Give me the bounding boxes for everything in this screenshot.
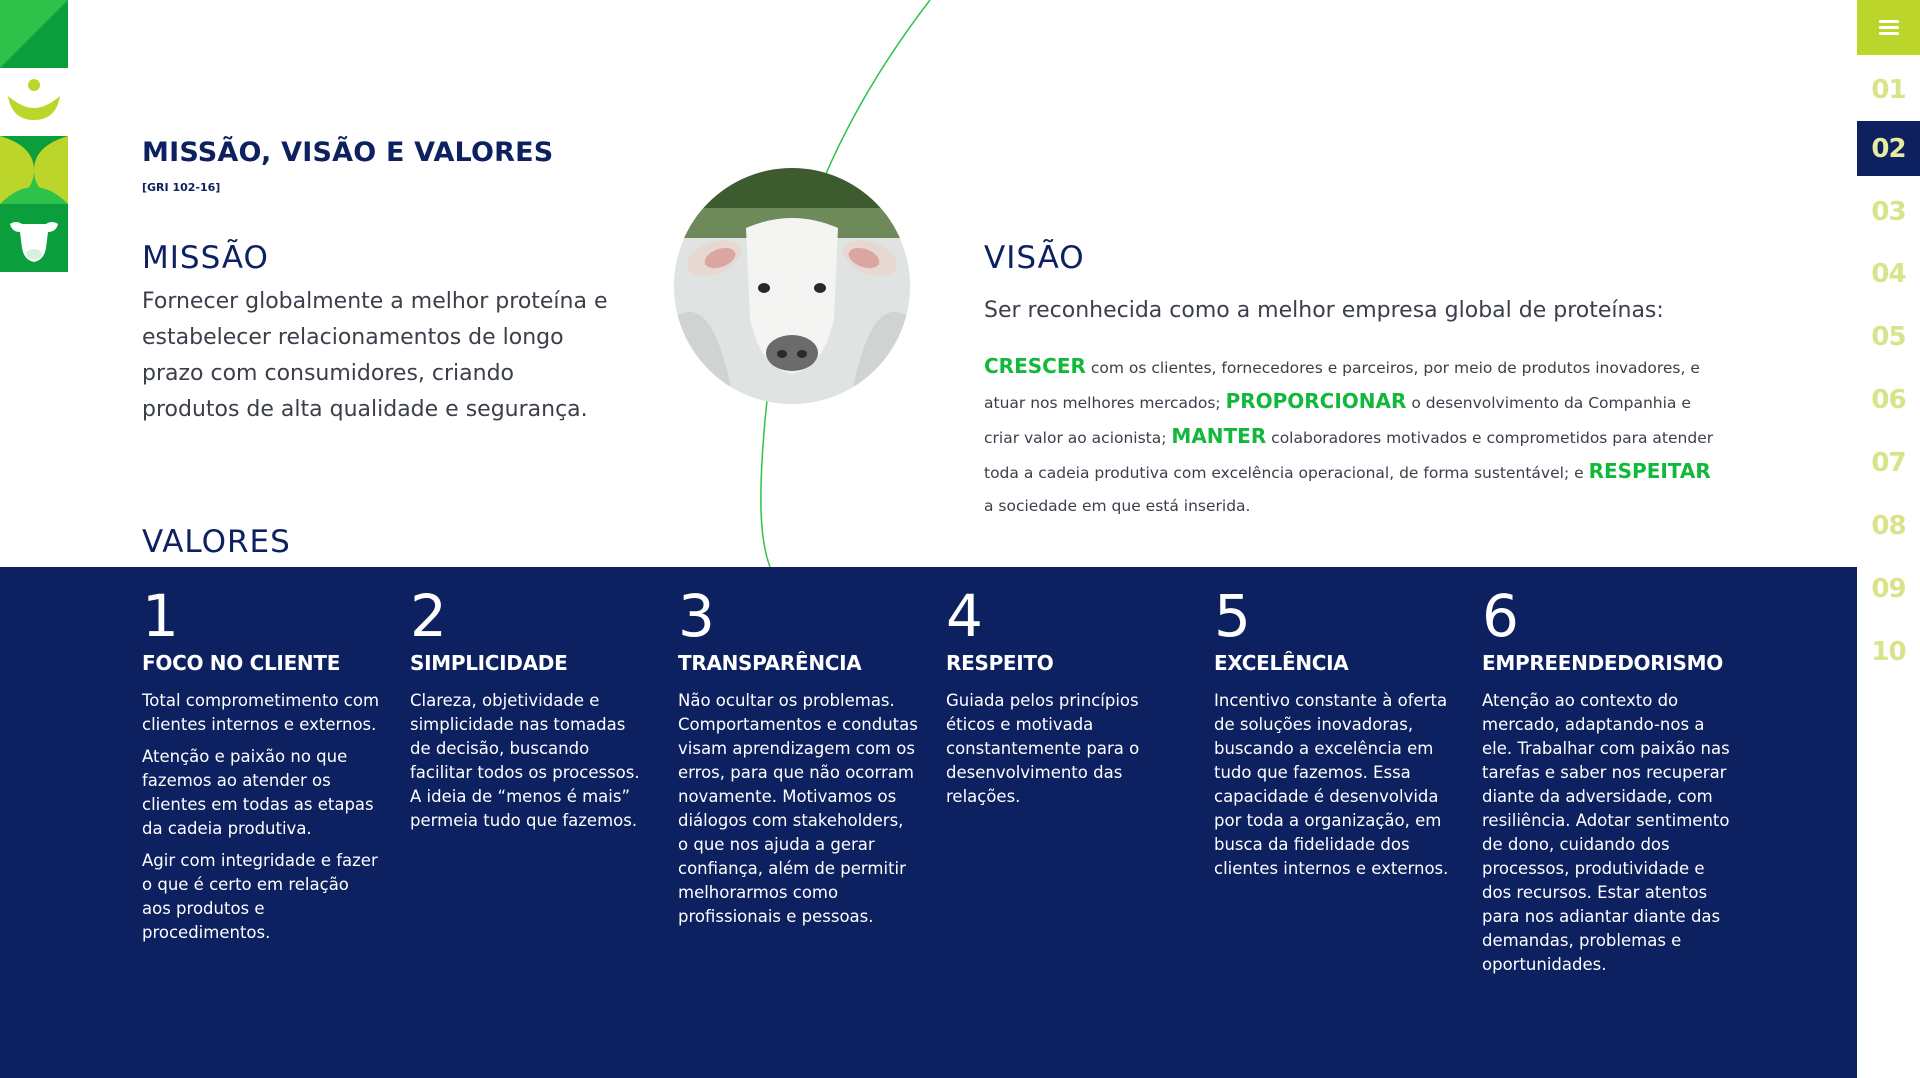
- hamburger-icon[interactable]: [1857, 0, 1920, 55]
- keyword-proporcionar: PROPORCIONAR: [1225, 389, 1407, 413]
- value-title: FOCO NO CLIENTE: [142, 651, 341, 675]
- value-title: RESPEITO: [946, 651, 1054, 675]
- keyword-manter: MANTER: [1171, 424, 1267, 448]
- value-number: 1: [142, 582, 179, 650]
- value-number: 2: [410, 582, 447, 650]
- triangle-icon: [0, 0, 68, 68]
- value-item-1: [142, 583, 382, 953]
- vision-body: [984, 350, 1714, 523]
- section-nav: [1857, 0, 1920, 1078]
- nav-item-04[interactable]: 04: [1871, 258, 1906, 289]
- value-title: EXCELÊNCIA: [1214, 651, 1349, 675]
- value-title: SIMPLICIDADE: [410, 651, 568, 675]
- value-title: EMPREENDEDORISMO: [1482, 651, 1723, 675]
- nav-item-09[interactable]: 09: [1871, 573, 1906, 604]
- vision-text-1: com os clientes, fornecedores e parceiros, por meio de produtos inovadores, e atuar nos melhores mercados;: [984, 359, 1700, 412]
- value-paragraph: Clareza, objetividade e simplicidade nas tomadas de decisão, buscando facilitar todos os processos. A ideia de “menos é mais” permeia tudo que fazemos.: [410, 691, 640, 830]
- value-paragraph: Agir com integridade e fazer o que é certo em relação aos produtos e procedimentos.: [142, 851, 378, 942]
- value-paragraph: Atenção e paixão no que fazemos ao atender os clientes em todas as etapas da cadeia produtiva.: [142, 747, 374, 838]
- keyword-crescer: CRESCER: [984, 354, 1086, 378]
- value-paragraph: Incentivo constante à oferta de soluções inovadoras, buscando a excelência em tudo que fazemos. Essa capacidade é desenvolvida por toda a organização, em busca da fidelidade dos clientes internos e externos.: [1214, 691, 1449, 878]
- mission-heading: MISSÃO: [142, 240, 269, 276]
- mission-text: Fornecer globalmente a melhor proteína e estabelecer relacionamentos de longo prazo com consumidores, criando produtos de alta qualidade e segurança.: [142, 289, 608, 422]
- nav-item-05[interactable]: 05: [1871, 321, 1906, 352]
- leaf-icon: [0, 136, 68, 204]
- nav-item-01[interactable]: 01: [1871, 74, 1906, 105]
- gri-tag: [GRI 102-16]: [142, 181, 221, 194]
- nav-item-10[interactable]: 10: [1871, 636, 1906, 667]
- cow-photo: [674, 168, 910, 404]
- vision-lead: Ser reconhecida como a melhor empresa global de proteínas:: [984, 298, 1664, 323]
- value-item-3: [678, 583, 918, 937]
- value-item-6: [1482, 583, 1732, 985]
- value-title: TRANSPARÊNCIA: [678, 651, 862, 675]
- page-title: MISSÃO, VISÃO E VALORES: [142, 137, 554, 168]
- vision-text-2: o desenvolvimento da Companhia e criar valor ao acionista;: [984, 394, 1691, 447]
- left-icon-strip: [0, 0, 68, 273]
- values-heading: VALORES: [142, 524, 291, 560]
- value-number: 3: [678, 582, 715, 650]
- vision-text-4: a sociedade em que está inserida.: [984, 497, 1251, 515]
- sprout-icon: [0, 68, 68, 136]
- value-item-5: [1214, 583, 1454, 889]
- value-paragraph: Total comprometimento com clientes internos e externos.: [142, 691, 380, 734]
- vision-heading: VISÃO: [984, 240, 1085, 276]
- value-item-2: [410, 583, 650, 841]
- value-paragraph: Guiada pelos princípios éticos e motivada constantemente para o desenvolvimento das relações.: [946, 691, 1140, 806]
- value-number: 4: [946, 582, 983, 650]
- nav-item-07[interactable]: 07: [1871, 447, 1906, 478]
- keyword-respeitar: RESPEITAR: [1588, 459, 1711, 483]
- nav-item-02[interactable]: 02: [1857, 121, 1920, 176]
- cow-head-icon: [0, 204, 68, 272]
- vision-text-3: colaboradores motivados e comprometidos para atender toda a cadeia produtiva com excelência operacional, de forma sustentável; e: [984, 429, 1714, 482]
- value-number: 6: [1482, 582, 1519, 650]
- value-item-4: [946, 583, 1186, 817]
- nav-item-08[interactable]: 08: [1871, 510, 1906, 541]
- value-paragraph: Não ocultar os problemas. Comportamentos e condutas visam aprendizagem com os erros, para que não ocorram novamente. Motivamos os diálogos com stakeholders, o que nos ajuda a gerar confiança, além de permitir melhorarmos como profissionais e pessoas.: [678, 691, 918, 926]
- value-paragraph: Atenção ao contexto do mercado, adaptando-nos a ele. Trabalhar com paixão nas tarefas e saber nos recuperar diante da adversidade, com resiliência. Adotar sentimento de dono, cuidando dos processos, produtividade e dos recursos. Estar atentos para nos adiantar diante das demandas, problemas e oportunidades.: [1482, 691, 1730, 974]
- nav-item-06[interactable]: 06: [1871, 384, 1906, 415]
- value-number: 5: [1214, 582, 1251, 650]
- nav-item-03[interactable]: 03: [1871, 196, 1906, 227]
